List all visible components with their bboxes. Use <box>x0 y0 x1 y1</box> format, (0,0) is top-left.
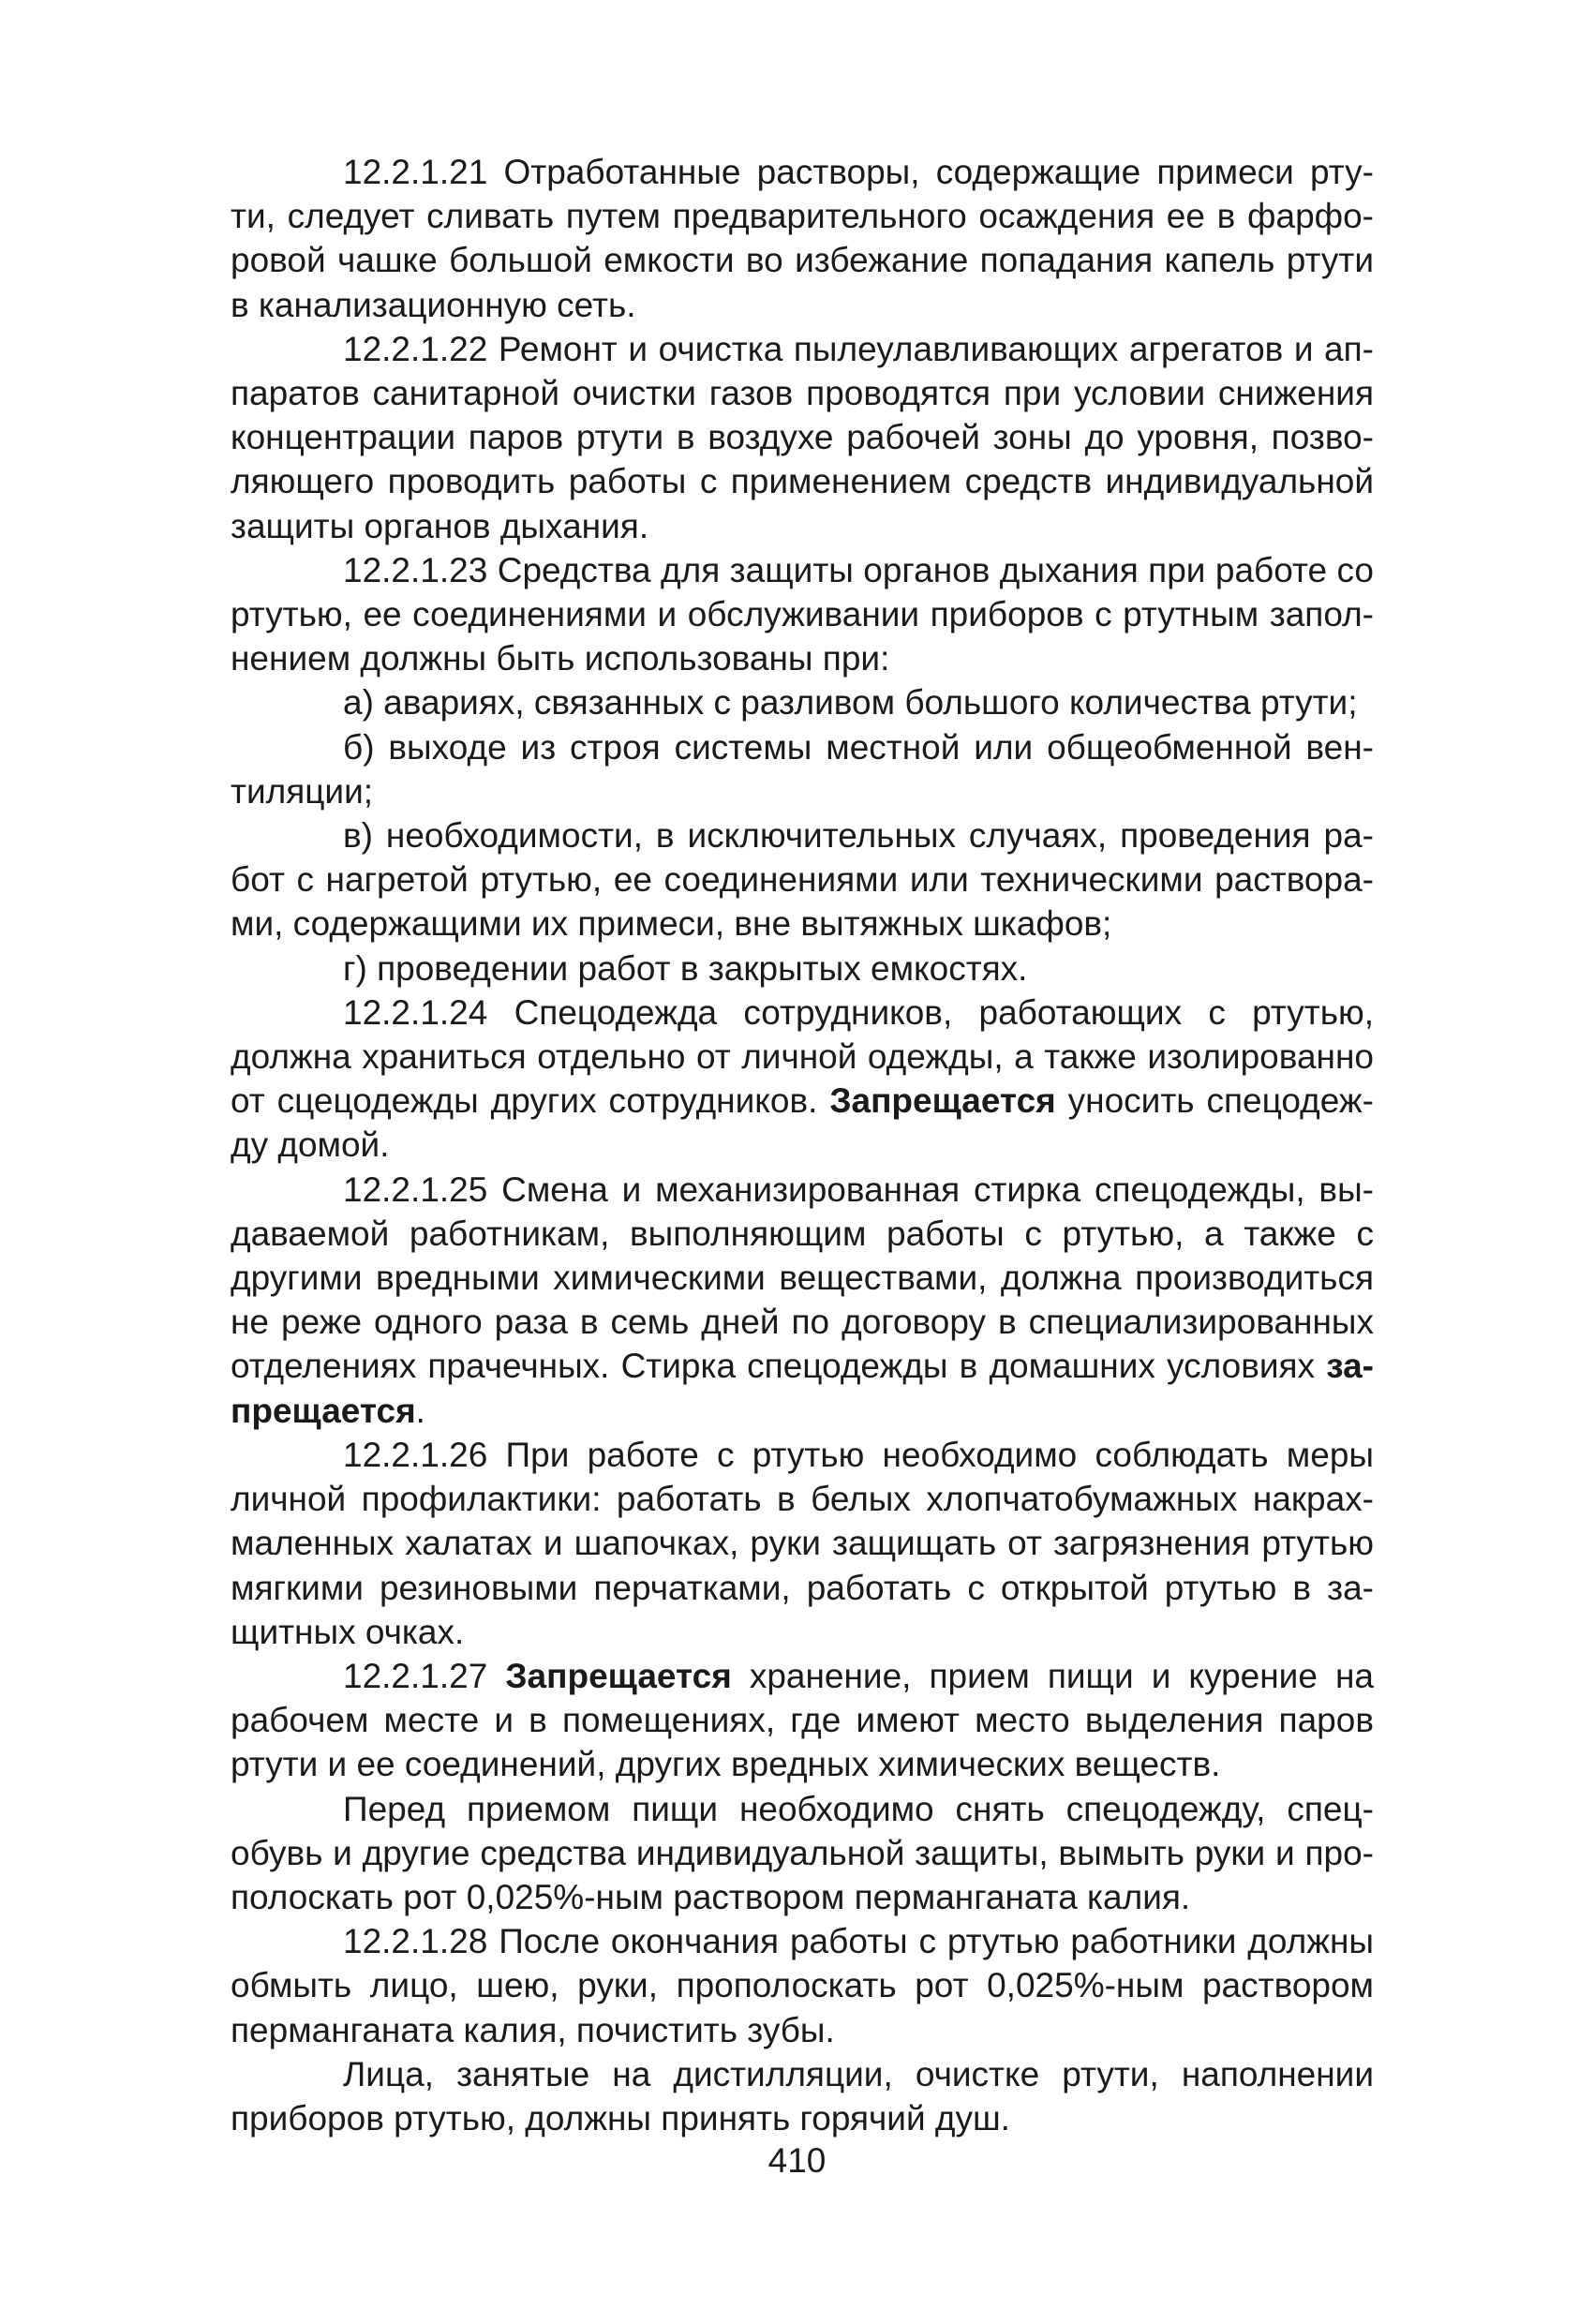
paragraph-12-2-1-25 <box>231 1168 1374 1433</box>
paragraph-before-meal <box>231 1787 1374 1920</box>
paragraph-item-v <box>231 813 1374 946</box>
document-body <box>231 150 1374 2140</box>
paragraph-text: в) необходимости, в исключительных случаях, проведения работ с нагретой ртутью, ее соединениями или техническими растворами, содержащими их примеси, вне вытяжных шкафов; <box>231 816 1374 944</box>
paragraph-text: 12.2.1.25 Смена и механизированная стирка спецодежды, выдаваемой работникам, выполняющим работы с ртутью, а также с другими вредными химическими веществами, должна производиться не реже одного раза в семь дней по договору в специализированных отделениях прачечных. Стирка спецодежды в домашних условиях <box>231 1169 1374 1386</box>
paragraph-item-b <box>231 725 1374 813</box>
paragraph-12-2-1-24 <box>231 991 1374 1168</box>
page-number: 410 <box>767 2141 827 2180</box>
paragraph-text: а) авариях, связанных с разливом большого количества ртути; <box>343 683 1358 723</box>
paragraph-12-2-1-22 <box>231 327 1374 548</box>
bold-emphasis: Запрещается <box>829 1081 1056 1121</box>
paragraph-text: г) проведении работ в закрытых емкостях. <box>343 948 1028 988</box>
paragraph-text: Лица, занятые на дистилляции, очистке ртути, наполнении приборов ртутью, должны принять горячий душ. <box>231 2054 1374 2138</box>
paragraph-item-a <box>231 680 1374 724</box>
paragraph-text: 12.2.1.28 После окончания работы с ртутью работники должны обмыть лицо, шею, руки, прополоскать рот 0,025%-ным раствором перманганата калия, почистить зубы. <box>231 1922 1374 2049</box>
bold-emphasis: запрещается <box>231 1347 1374 1430</box>
paragraph-12-2-1-21 <box>231 150 1374 327</box>
bold-emphasis: Запрещается <box>505 1656 732 1695</box>
paragraph-text: Перед приемом пищи необходимо снять спецодежду, спецобувь и другие средства индивидуальной защиты, вымыть руки и прополоскать рот 0,025%-ным раствором перманганата калия. <box>231 1789 1374 1916</box>
paragraph-12-2-1-28 <box>231 1919 1374 2052</box>
paragraph-12-2-1-26 <box>231 1433 1374 1654</box>
paragraph-text: . <box>415 1391 425 1430</box>
paragraph-12-2-1-23 <box>231 548 1374 681</box>
paragraph-text: уносить спецодежду домой. <box>231 1081 1374 1165</box>
paragraph-text: 12.2.1.24 Спецодежда сотрудников, работающих с ртутью, должна храниться отдельно от личной одежды, а также изолированно от сцецодежды других сотрудников. <box>231 992 1374 1121</box>
paragraph-text: 12.2.1.23 Средства для защиты органов дыхания при работе со ртутью, ее соединениями и обслуживании приборов с ртутным заполнением должны быть использованы при: <box>231 550 1374 678</box>
paragraph-text: хранение, прием пищи и курение на рабочем месте и в помещениях, где имеют место выделения паров ртути и ее соединений, других вредных химических веществ. <box>231 1656 1374 1784</box>
paragraph-item-g <box>231 946 1374 991</box>
paragraph-text: 12.2.1.21 Отработанные растворы, содержащие примеси ртути, следует сливать путем предварительного осаждения ее в фарфоровой чашке большой емкости во избежание попадания капель ртути в канализационную сеть. <box>231 153 1374 324</box>
paragraph-12-2-1-27 <box>231 1654 1374 1787</box>
paragraph-text: 12.2.1.26 При работе с ртутью необходимо соблюдать меры личной профилактики: работать в белых хлопчатобумажных накрахмаленных халатах и шапочках, руки защищать от загрязнения ртутью мягкими резиновыми перчатками, работать с открытой ртутью в защитных очках. <box>231 1435 1374 1651</box>
document-page <box>231 150 1374 2140</box>
paragraph-shower <box>231 2052 1374 2140</box>
paragraph-text: б) выходе из строя системы местной или общеобменной вентиляции; <box>231 727 1374 811</box>
paragraph-text: 12.2.1.27 <box>343 1656 506 1695</box>
paragraph-text: 12.2.1.22 Ремонт и очистка пылеулавливающих агрегатов и аппаратов санитарной очистки газов проводятся при условии снижения концентрации паров ртути в воздухе рабочей зоны до уровня, позволяющего проводить работы с применением средств индивидуальной защиты органов дыхания. <box>231 329 1374 545</box>
